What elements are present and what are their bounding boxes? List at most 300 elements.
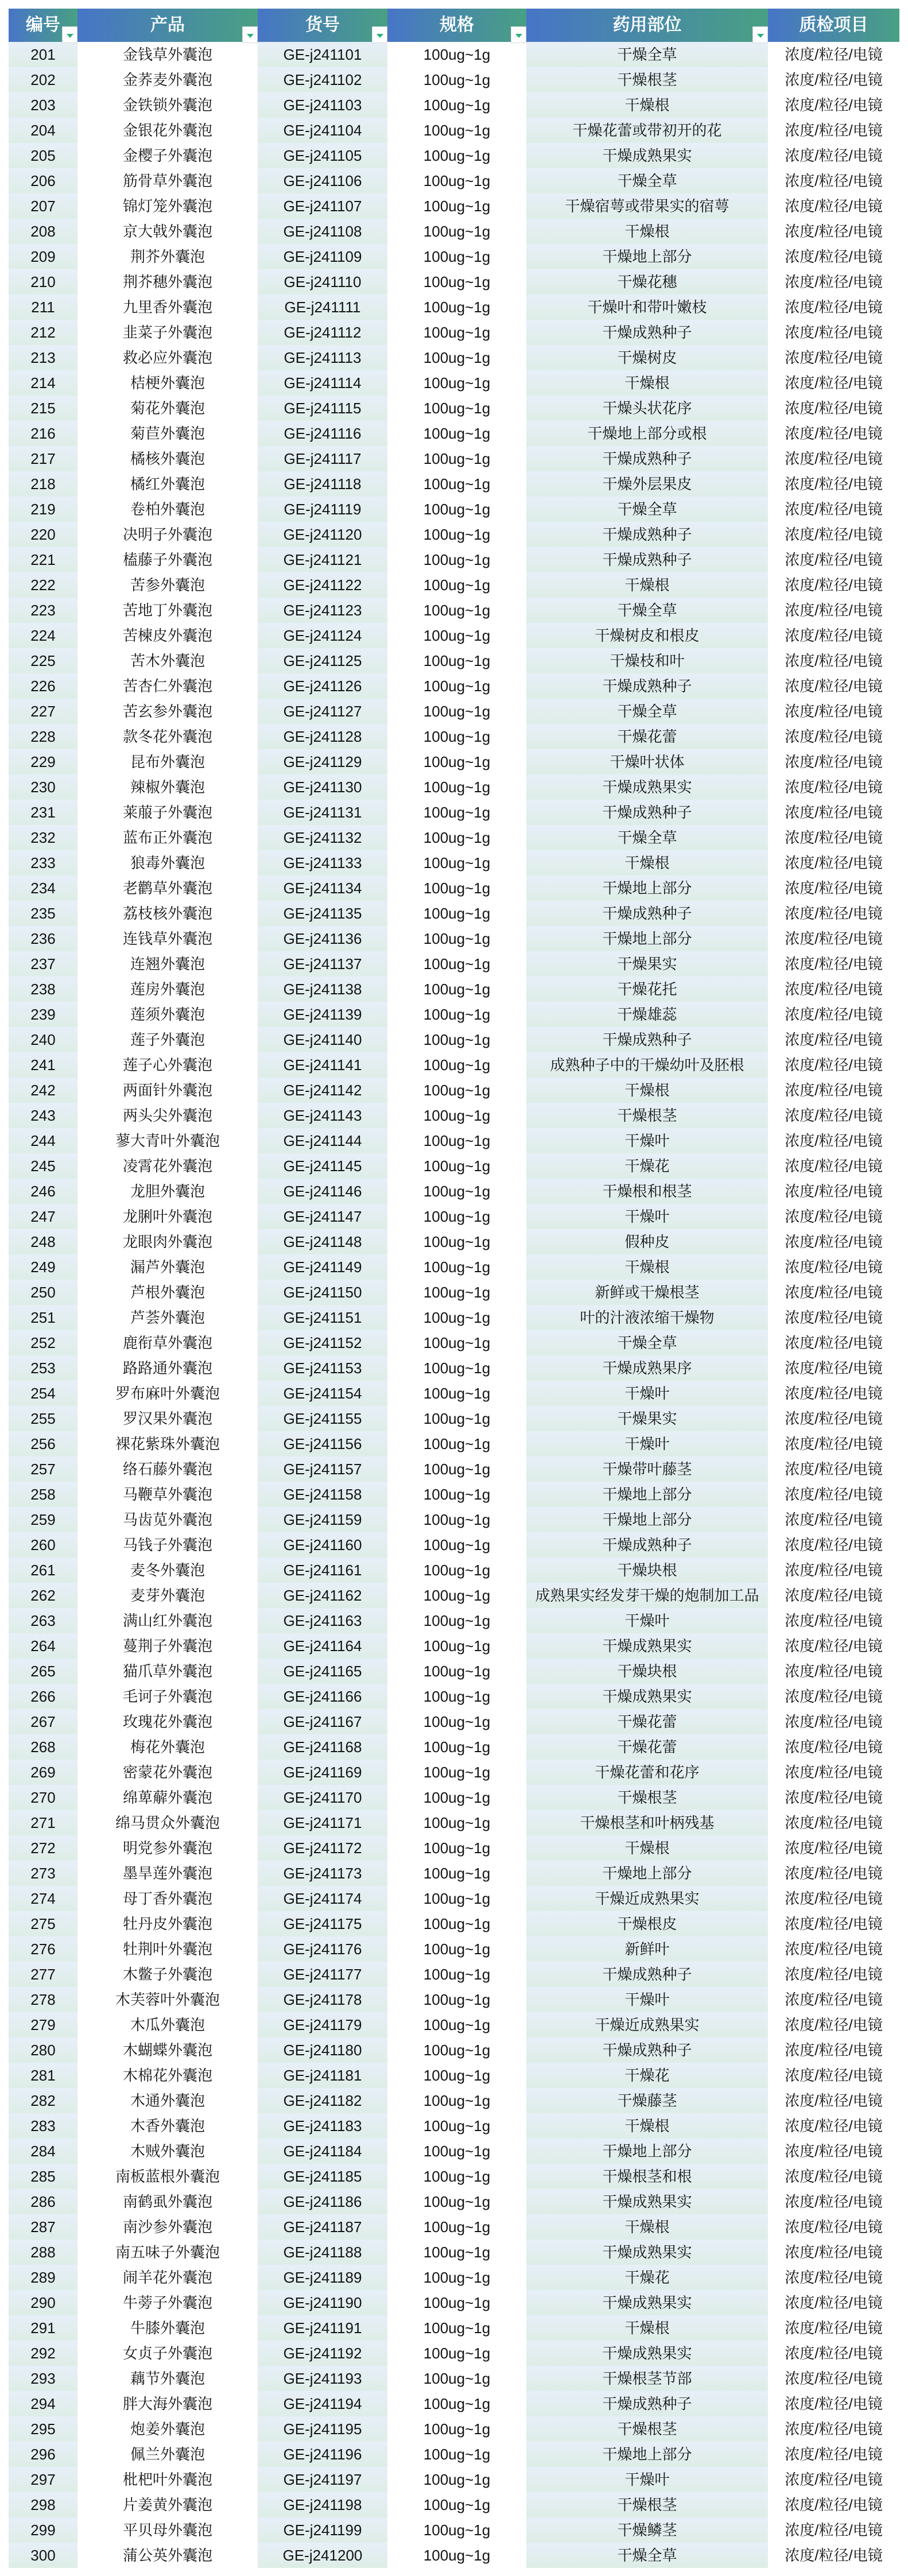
cell-qc[interactable]: 浓度/粒径/电镜 bbox=[768, 143, 899, 168]
cell-spec[interactable]: 100ug~1g bbox=[387, 1103, 526, 1128]
cell-spec[interactable]: 100ug~1g bbox=[387, 1532, 526, 1558]
cell-sku[interactable]: GE-j241101 bbox=[258, 42, 387, 67]
cell-product[interactable]: 木棉花外囊泡 bbox=[77, 2063, 258, 2088]
cell-qc[interactable]: 浓度/粒径/电镜 bbox=[768, 1558, 899, 1583]
cell-qc[interactable]: 浓度/粒径/电镜 bbox=[768, 2265, 899, 2290]
cell-sku[interactable]: GE-j241199 bbox=[258, 2517, 387, 2543]
cell-sku[interactable]: GE-j241105 bbox=[258, 143, 387, 168]
cell-spec[interactable]: 100ug~1g bbox=[387, 1179, 526, 1204]
cell-sku[interactable]: GE-j241175 bbox=[258, 1911, 387, 1936]
cell-product[interactable]: 平贝母外囊泡 bbox=[77, 2517, 258, 2543]
cell-id[interactable]: 266 bbox=[9, 1684, 77, 1709]
cell-qc[interactable]: 浓度/粒径/电镜 bbox=[768, 320, 899, 345]
cell-id[interactable]: 241 bbox=[9, 1052, 77, 1078]
cell-part[interactable]: 干燥全草 bbox=[526, 42, 768, 67]
cell-qc[interactable]: 浓度/粒径/电镜 bbox=[768, 1987, 899, 2012]
cell-qc[interactable]: 浓度/粒径/电镜 bbox=[768, 1153, 899, 1179]
cell-part[interactable]: 干燥全草 bbox=[526, 598, 768, 623]
cell-spec[interactable]: 100ug~1g bbox=[387, 1153, 526, 1179]
cell-part[interactable]: 干燥雄蕊 bbox=[526, 1002, 768, 1027]
cell-id[interactable]: 264 bbox=[9, 1633, 77, 1659]
cell-qc[interactable]: 浓度/粒径/电镜 bbox=[768, 800, 899, 825]
cell-sku[interactable]: GE-j241117 bbox=[258, 446, 387, 471]
cell-part[interactable]: 干燥带叶藤茎 bbox=[526, 1456, 768, 1482]
cell-qc[interactable]: 浓度/粒径/电镜 bbox=[768, 598, 899, 623]
cell-id[interactable]: 283 bbox=[9, 2113, 77, 2139]
cell-qc[interactable]: 浓度/粒径/电镜 bbox=[768, 269, 899, 295]
cell-spec[interactable]: 100ug~1g bbox=[387, 2492, 526, 2517]
cell-sku[interactable]: GE-j241165 bbox=[258, 1659, 387, 1684]
cell-part[interactable]: 干燥全草 bbox=[526, 1330, 768, 1355]
cell-qc[interactable]: 浓度/粒径/电镜 bbox=[768, 1810, 899, 1835]
cell-sku[interactable]: GE-j241177 bbox=[258, 1962, 387, 1987]
cell-spec[interactable]: 100ug~1g bbox=[387, 1078, 526, 1103]
cell-sku[interactable]: GE-j241181 bbox=[258, 2063, 387, 2088]
cell-sku[interactable]: GE-j241132 bbox=[258, 825, 387, 850]
cell-product[interactable]: 橘核外囊泡 bbox=[77, 446, 258, 471]
cell-product[interactable]: 牛膝外囊泡 bbox=[77, 2315, 258, 2341]
cell-product[interactable]: 苦楝皮外囊泡 bbox=[77, 623, 258, 648]
cell-sku[interactable]: GE-j241138 bbox=[258, 977, 387, 1002]
cell-qc[interactable]: 浓度/粒径/电镜 bbox=[768, 2063, 899, 2088]
cell-product[interactable]: 莲须外囊泡 bbox=[77, 1002, 258, 1027]
cell-id[interactable]: 234 bbox=[9, 876, 77, 901]
cell-sku[interactable]: GE-j241164 bbox=[258, 1633, 387, 1659]
cell-spec[interactable]: 100ug~1g bbox=[387, 977, 526, 1002]
cell-part[interactable]: 干燥地上部分 bbox=[526, 876, 768, 901]
cell-id[interactable]: 246 bbox=[9, 1179, 77, 1204]
cell-spec[interactable]: 100ug~1g bbox=[387, 850, 526, 876]
cell-spec[interactable]: 100ug~1g bbox=[387, 2214, 526, 2240]
cell-id[interactable]: 281 bbox=[9, 2063, 77, 2088]
cell-sku[interactable]: GE-j241179 bbox=[258, 2012, 387, 2037]
cell-part[interactable]: 干燥宿萼或带果实的宿萼 bbox=[526, 193, 768, 219]
cell-qc[interactable]: 浓度/粒径/电镜 bbox=[768, 2113, 899, 2139]
cell-id[interactable]: 239 bbox=[9, 1002, 77, 1027]
cell-qc[interactable]: 浓度/粒径/电镜 bbox=[768, 673, 899, 699]
cell-qc[interactable]: 浓度/粒径/电镜 bbox=[768, 2467, 899, 2492]
cell-spec[interactable]: 100ug~1g bbox=[387, 951, 526, 977]
cell-part[interactable]: 干燥树皮和根皮 bbox=[526, 623, 768, 648]
cell-product[interactable]: 狼毒外囊泡 bbox=[77, 850, 258, 876]
cell-id[interactable]: 284 bbox=[9, 2139, 77, 2164]
cell-sku[interactable]: GE-j241140 bbox=[258, 1027, 387, 1052]
cell-product[interactable]: 卷柏外囊泡 bbox=[77, 497, 258, 522]
cell-product[interactable]: 救必应外囊泡 bbox=[77, 345, 258, 370]
cell-sku[interactable]: GE-j241114 bbox=[258, 370, 387, 396]
cell-product[interactable]: 绵马贯众外囊泡 bbox=[77, 1810, 258, 1835]
cell-sku[interactable]: GE-j241119 bbox=[258, 497, 387, 522]
cell-id[interactable]: 282 bbox=[9, 2088, 77, 2113]
cell-product[interactable]: 荔枝核外囊泡 bbox=[77, 901, 258, 926]
column-header-qc[interactable] bbox=[768, 9, 899, 42]
cell-sku[interactable]: GE-j241161 bbox=[258, 1558, 387, 1583]
cell-sku[interactable]: GE-j241121 bbox=[258, 547, 387, 572]
cell-part[interactable]: 干燥成熟种子 bbox=[526, 673, 768, 699]
cell-id[interactable]: 219 bbox=[9, 497, 77, 522]
cell-qc[interactable]: 浓度/粒径/电镜 bbox=[768, 926, 899, 951]
cell-qc[interactable]: 浓度/粒径/电镜 bbox=[768, 370, 899, 396]
cell-id[interactable]: 286 bbox=[9, 2189, 77, 2214]
cell-id[interactable]: 236 bbox=[9, 926, 77, 951]
cell-id[interactable]: 279 bbox=[9, 2012, 77, 2037]
cell-spec[interactable]: 100ug~1g bbox=[387, 623, 526, 648]
cell-spec[interactable]: 100ug~1g bbox=[387, 2189, 526, 2214]
cell-product[interactable]: 芦根外囊泡 bbox=[77, 1280, 258, 1305]
cell-sku[interactable]: GE-j241135 bbox=[258, 901, 387, 926]
cell-id[interactable]: 300 bbox=[9, 2543, 77, 2568]
cell-product[interactable]: 蓝布正外囊泡 bbox=[77, 825, 258, 850]
cell-part[interactable]: 干燥全草 bbox=[526, 2543, 768, 2568]
cell-spec[interactable]: 100ug~1g bbox=[387, 2265, 526, 2290]
cell-id[interactable]: 223 bbox=[9, 598, 77, 623]
cell-id[interactable]: 224 bbox=[9, 623, 77, 648]
cell-id[interactable]: 256 bbox=[9, 1431, 77, 1456]
cell-part[interactable]: 干燥叶 bbox=[526, 1128, 768, 1153]
filter-dropdown-button[interactable] bbox=[752, 26, 768, 43]
cell-spec[interactable]: 100ug~1g bbox=[387, 1861, 526, 1886]
cell-id[interactable]: 228 bbox=[9, 724, 77, 749]
cell-part[interactable]: 干燥成熟果序 bbox=[526, 1355, 768, 1381]
cell-spec[interactable]: 100ug~1g bbox=[387, 1128, 526, 1153]
cell-spec[interactable]: 100ug~1g bbox=[387, 1052, 526, 1078]
cell-qc[interactable]: 浓度/粒径/电镜 bbox=[768, 2037, 899, 2063]
cell-id[interactable]: 270 bbox=[9, 1785, 77, 1810]
cell-qc[interactable]: 浓度/粒径/电镜 bbox=[768, 1305, 899, 1330]
cell-part[interactable]: 干燥根 bbox=[526, 2214, 768, 2240]
cell-product[interactable]: 马齿苋外囊泡 bbox=[77, 1507, 258, 1532]
cell-spec[interactable]: 100ug~1g bbox=[387, 320, 526, 345]
cell-spec[interactable]: 100ug~1g bbox=[387, 1608, 526, 1633]
cell-spec[interactable]: 100ug~1g bbox=[387, 42, 526, 67]
cell-sku[interactable]: GE-j241191 bbox=[258, 2315, 387, 2341]
cell-product[interactable]: 木鳖子外囊泡 bbox=[77, 1962, 258, 1987]
cell-qc[interactable]: 浓度/粒径/电镜 bbox=[768, 1330, 899, 1355]
cell-qc[interactable]: 浓度/粒径/电镜 bbox=[768, 1936, 899, 1962]
cell-sku[interactable]: GE-j241115 bbox=[258, 396, 387, 421]
cell-part[interactable]: 干燥成熟种子 bbox=[526, 1962, 768, 1987]
cell-qc[interactable]: 浓度/粒径/电镜 bbox=[768, 1785, 899, 1810]
cell-id[interactable]: 252 bbox=[9, 1330, 77, 1355]
cell-sku[interactable]: GE-j241174 bbox=[258, 1886, 387, 1911]
cell-sku[interactable]: GE-j241167 bbox=[258, 1709, 387, 1734]
cell-product[interactable]: 南板蓝根外囊泡 bbox=[77, 2164, 258, 2189]
cell-id[interactable]: 249 bbox=[9, 1254, 77, 1280]
cell-sku[interactable]: GE-j241113 bbox=[258, 345, 387, 370]
cell-product[interactable]: 决明子外囊泡 bbox=[77, 522, 258, 547]
cell-spec[interactable]: 100ug~1g bbox=[387, 598, 526, 623]
cell-spec[interactable]: 100ug~1g bbox=[387, 2442, 526, 2467]
column-header-spec[interactable] bbox=[387, 9, 526, 42]
cell-qc[interactable]: 浓度/粒径/电镜 bbox=[768, 547, 899, 572]
cell-sku[interactable]: GE-j241195 bbox=[258, 2416, 387, 2442]
cell-sku[interactable]: GE-j241139 bbox=[258, 1002, 387, 1027]
cell-sku[interactable]: GE-j241190 bbox=[258, 2290, 387, 2315]
cell-spec[interactable]: 100ug~1g bbox=[387, 345, 526, 370]
cell-spec[interactable]: 100ug~1g bbox=[387, 2467, 526, 2492]
cell-id[interactable]: 230 bbox=[9, 774, 77, 800]
cell-part[interactable]: 干燥根 bbox=[526, 2315, 768, 2341]
cell-part[interactable]: 干燥花蕾和花序 bbox=[526, 1760, 768, 1785]
cell-spec[interactable]: 100ug~1g bbox=[387, 421, 526, 446]
cell-part[interactable]: 干燥地上部分 bbox=[526, 2139, 768, 2164]
cell-spec[interactable]: 100ug~1g bbox=[387, 1280, 526, 1305]
cell-spec[interactable]: 100ug~1g bbox=[387, 1406, 526, 1431]
cell-sku[interactable]: GE-j241110 bbox=[258, 269, 387, 295]
cell-qc[interactable]: 浓度/粒径/电镜 bbox=[768, 1583, 899, 1608]
cell-spec[interactable]: 100ug~1g bbox=[387, 2416, 526, 2442]
cell-spec[interactable]: 100ug~1g bbox=[387, 1987, 526, 2012]
cell-product[interactable]: 马鞭草外囊泡 bbox=[77, 1482, 258, 1507]
cell-id[interactable]: 201 bbox=[9, 42, 77, 67]
cell-spec[interactable]: 100ug~1g bbox=[387, 800, 526, 825]
cell-sku[interactable]: GE-j241171 bbox=[258, 1810, 387, 1835]
cell-part[interactable]: 干燥花蕾 bbox=[526, 1709, 768, 1734]
cell-id[interactable]: 221 bbox=[9, 547, 77, 572]
cell-spec[interactable]: 100ug~1g bbox=[387, 1482, 526, 1507]
cell-qc[interactable]: 浓度/粒径/电镜 bbox=[768, 1962, 899, 1987]
column-header-part[interactable] bbox=[526, 9, 768, 42]
cell-spec[interactable]: 100ug~1g bbox=[387, 2037, 526, 2063]
cell-part[interactable]: 干燥全草 bbox=[526, 699, 768, 724]
cell-part[interactable]: 干燥根 bbox=[526, 92, 768, 118]
cell-id[interactable]: 226 bbox=[9, 673, 77, 699]
filter-dropdown-button[interactable] bbox=[511, 26, 526, 43]
cell-product[interactable]: 藕节外囊泡 bbox=[77, 2366, 258, 2391]
cell-sku[interactable]: GE-j241152 bbox=[258, 1330, 387, 1355]
cell-product[interactable]: 木贼外囊泡 bbox=[77, 2139, 258, 2164]
cell-sku[interactable]: GE-j241137 bbox=[258, 951, 387, 977]
cell-id[interactable]: 278 bbox=[9, 1987, 77, 2012]
cell-qc[interactable]: 浓度/粒径/电镜 bbox=[768, 1734, 899, 1760]
cell-sku[interactable]: GE-j241129 bbox=[258, 749, 387, 774]
cell-qc[interactable]: 浓度/粒径/电镜 bbox=[768, 901, 899, 926]
cell-product[interactable]: 两面针外囊泡 bbox=[77, 1078, 258, 1103]
cell-sku[interactable]: GE-j241198 bbox=[258, 2492, 387, 2517]
cell-qc[interactable]: 浓度/粒径/电镜 bbox=[768, 977, 899, 1002]
cell-spec[interactable]: 100ug~1g bbox=[387, 2290, 526, 2315]
cell-part[interactable]: 干燥根 bbox=[526, 572, 768, 598]
cell-part[interactable]: 干燥根 bbox=[526, 850, 768, 876]
cell-spec[interactable]: 100ug~1g bbox=[387, 370, 526, 396]
cell-id[interactable]: 280 bbox=[9, 2037, 77, 2063]
cell-product[interactable]: 昆布外囊泡 bbox=[77, 749, 258, 774]
cell-product[interactable]: 蓼大青叶外囊泡 bbox=[77, 1128, 258, 1153]
cell-id[interactable]: 268 bbox=[9, 1734, 77, 1760]
cell-product[interactable]: 京大戟外囊泡 bbox=[77, 219, 258, 244]
cell-part[interactable]: 干燥地上部分 bbox=[526, 1507, 768, 1532]
cell-part[interactable]: 干燥花 bbox=[526, 2265, 768, 2290]
cell-qc[interactable]: 浓度/粒径/电镜 bbox=[768, 396, 899, 421]
cell-id[interactable]: 292 bbox=[9, 2341, 77, 2366]
cell-sku[interactable]: GE-j241106 bbox=[258, 168, 387, 193]
cell-spec[interactable]: 100ug~1g bbox=[387, 825, 526, 850]
cell-product[interactable]: 芦荟外囊泡 bbox=[77, 1305, 258, 1330]
cell-qc[interactable]: 浓度/粒径/电镜 bbox=[768, 1027, 899, 1052]
cell-part[interactable]: 干燥块根 bbox=[526, 1558, 768, 1583]
cell-sku[interactable]: GE-j241151 bbox=[258, 1305, 387, 1330]
cell-id[interactable]: 237 bbox=[9, 951, 77, 977]
cell-product[interactable]: 猫爪草外囊泡 bbox=[77, 1659, 258, 1684]
cell-qc[interactable]: 浓度/粒径/电镜 bbox=[768, 2442, 899, 2467]
cell-product[interactable]: 连钱草外囊泡 bbox=[77, 926, 258, 951]
cell-product[interactable]: 鹿衔草外囊泡 bbox=[77, 1330, 258, 1355]
cell-id[interactable]: 211 bbox=[9, 295, 77, 320]
cell-product[interactable]: 闹羊花外囊泡 bbox=[77, 2265, 258, 2290]
cell-sku[interactable]: GE-j241134 bbox=[258, 876, 387, 901]
cell-spec[interactable]: 100ug~1g bbox=[387, 1684, 526, 1709]
cell-product[interactable]: 九里香外囊泡 bbox=[77, 295, 258, 320]
cell-part[interactable]: 干燥花 bbox=[526, 1153, 768, 1179]
cell-part[interactable]: 干燥根 bbox=[526, 2113, 768, 2139]
cell-id[interactable]: 265 bbox=[9, 1659, 77, 1684]
cell-sku[interactable]: GE-j241186 bbox=[258, 2189, 387, 2214]
cell-spec[interactable]: 100ug~1g bbox=[387, 219, 526, 244]
cell-id[interactable]: 269 bbox=[9, 1760, 77, 1785]
cell-part[interactable]: 干燥果实 bbox=[526, 951, 768, 977]
cell-qc[interactable]: 浓度/粒径/电镜 bbox=[768, 1431, 899, 1456]
cell-sku[interactable]: GE-j241157 bbox=[258, 1456, 387, 1482]
cell-part[interactable]: 干燥鳞茎 bbox=[526, 2517, 768, 2543]
cell-qc[interactable]: 浓度/粒径/电镜 bbox=[768, 1229, 899, 1254]
cell-part[interactable]: 干燥成熟种子 bbox=[526, 2391, 768, 2416]
cell-sku[interactable]: GE-j241149 bbox=[258, 1254, 387, 1280]
cell-product[interactable]: 木芙蓉叶外囊泡 bbox=[77, 1987, 258, 2012]
cell-id[interactable]: 290 bbox=[9, 2290, 77, 2315]
cell-spec[interactable]: 100ug~1g bbox=[387, 774, 526, 800]
cell-id[interactable]: 298 bbox=[9, 2492, 77, 2517]
cell-qc[interactable]: 浓度/粒径/电镜 bbox=[768, 774, 899, 800]
cell-sku[interactable]: GE-j241130 bbox=[258, 774, 387, 800]
cell-qc[interactable]: 浓度/粒径/电镜 bbox=[768, 1078, 899, 1103]
cell-part[interactable]: 干燥根 bbox=[526, 219, 768, 244]
cell-part[interactable]: 干燥头状花序 bbox=[526, 396, 768, 421]
cell-qc[interactable]: 浓度/粒径/电镜 bbox=[768, 193, 899, 219]
cell-spec[interactable]: 100ug~1g bbox=[387, 1027, 526, 1052]
cell-spec[interactable]: 100ug~1g bbox=[387, 648, 526, 673]
cell-part[interactable]: 干燥成熟种子 bbox=[526, 800, 768, 825]
cell-product[interactable]: 毛诃子外囊泡 bbox=[77, 1684, 258, 1709]
cell-spec[interactable]: 100ug~1g bbox=[387, 396, 526, 421]
cell-id[interactable]: 276 bbox=[9, 1936, 77, 1962]
cell-sku[interactable]: GE-j241154 bbox=[258, 1381, 387, 1406]
cell-spec[interactable]: 100ug~1g bbox=[387, 2391, 526, 2416]
cell-spec[interactable]: 100ug~1g bbox=[387, 2164, 526, 2189]
cell-product[interactable]: 片姜黄外囊泡 bbox=[77, 2492, 258, 2517]
cell-product[interactable]: 莲子心外囊泡 bbox=[77, 1052, 258, 1078]
cell-spec[interactable]: 100ug~1g bbox=[387, 168, 526, 193]
cell-product[interactable]: 母丁香外囊泡 bbox=[77, 1886, 258, 1911]
cell-qc[interactable]: 浓度/粒径/电镜 bbox=[768, 1861, 899, 1886]
cell-sku[interactable]: GE-j241194 bbox=[258, 2391, 387, 2416]
cell-qc[interactable]: 浓度/粒径/电镜 bbox=[768, 2214, 899, 2240]
cell-product[interactable]: 款冬花外囊泡 bbox=[77, 724, 258, 749]
filter-dropdown-button[interactable] bbox=[372, 26, 387, 43]
cell-spec[interactable]: 100ug~1g bbox=[387, 926, 526, 951]
cell-id[interactable]: 209 bbox=[9, 244, 77, 269]
cell-product[interactable]: 木蝴蝶外囊泡 bbox=[77, 2037, 258, 2063]
cell-qc[interactable]: 浓度/粒径/电镜 bbox=[768, 1633, 899, 1659]
cell-spec[interactable]: 100ug~1g bbox=[387, 2240, 526, 2265]
cell-id[interactable]: 291 bbox=[9, 2315, 77, 2341]
cell-part[interactable]: 干燥花蕾 bbox=[526, 724, 768, 749]
cell-spec[interactable]: 100ug~1g bbox=[387, 92, 526, 118]
cell-spec[interactable]: 100ug~1g bbox=[387, 446, 526, 471]
cell-sku[interactable]: GE-j241131 bbox=[258, 800, 387, 825]
cell-qc[interactable]: 浓度/粒径/电镜 bbox=[768, 825, 899, 850]
cell-product[interactable]: 南沙参外囊泡 bbox=[77, 2214, 258, 2240]
cell-qc[interactable]: 浓度/粒径/电镜 bbox=[768, 244, 899, 269]
cell-qc[interactable]: 浓度/粒径/电镜 bbox=[768, 118, 899, 143]
cell-spec[interactable]: 100ug~1g bbox=[387, 1002, 526, 1027]
cell-qc[interactable]: 浓度/粒径/电镜 bbox=[768, 2315, 899, 2341]
cell-part[interactable]: 干燥成熟种子 bbox=[526, 2037, 768, 2063]
cell-sku[interactable]: GE-j241148 bbox=[258, 1229, 387, 1254]
cell-id[interactable]: 242 bbox=[9, 1078, 77, 1103]
cell-sku[interactable]: GE-j241141 bbox=[258, 1052, 387, 1078]
cell-sku[interactable]: GE-j241166 bbox=[258, 1684, 387, 1709]
cell-product[interactable]: 菊花外囊泡 bbox=[77, 396, 258, 421]
cell-part[interactable]: 干燥地上部分 bbox=[526, 2442, 768, 2467]
cell-product[interactable]: 罗布麻叶外囊泡 bbox=[77, 1381, 258, 1406]
cell-product[interactable]: 满山红外囊泡 bbox=[77, 1608, 258, 1633]
cell-part[interactable]: 干燥成熟果实 bbox=[526, 1684, 768, 1709]
cell-spec[interactable]: 100ug~1g bbox=[387, 1254, 526, 1280]
cell-sku[interactable]: GE-j241163 bbox=[258, 1608, 387, 1633]
cell-qc[interactable]: 浓度/粒径/电镜 bbox=[768, 1406, 899, 1431]
cell-qc[interactable]: 浓度/粒径/电镜 bbox=[768, 572, 899, 598]
cell-sku[interactable]: GE-j241197 bbox=[258, 2467, 387, 2492]
cell-product[interactable]: 马钱子外囊泡 bbox=[77, 1532, 258, 1558]
cell-product[interactable]: 炮姜外囊泡 bbox=[77, 2416, 258, 2442]
cell-sku[interactable]: GE-j241183 bbox=[258, 2113, 387, 2139]
cell-sku[interactable]: GE-j241109 bbox=[258, 244, 387, 269]
cell-id[interactable]: 251 bbox=[9, 1305, 77, 1330]
cell-id[interactable]: 216 bbox=[9, 421, 77, 446]
cell-id[interactable]: 215 bbox=[9, 396, 77, 421]
cell-spec[interactable]: 100ug~1g bbox=[387, 67, 526, 92]
cell-part[interactable]: 干燥成熟种子 bbox=[526, 1532, 768, 1558]
cell-product[interactable]: 苦木外囊泡 bbox=[77, 648, 258, 673]
cell-sku[interactable]: GE-j241143 bbox=[258, 1103, 387, 1128]
cell-product[interactable]: 两头尖外囊泡 bbox=[77, 1103, 258, 1128]
cell-sku[interactable]: GE-j241107 bbox=[258, 193, 387, 219]
cell-spec[interactable]: 100ug~1g bbox=[387, 1709, 526, 1734]
cell-id[interactable]: 207 bbox=[9, 193, 77, 219]
cell-id[interactable]: 296 bbox=[9, 2442, 77, 2467]
cell-product[interactable]: 金樱子外囊泡 bbox=[77, 143, 258, 168]
cell-id[interactable]: 262 bbox=[9, 1583, 77, 1608]
cell-product[interactable]: 麦芽外囊泡 bbox=[77, 1583, 258, 1608]
cell-spec[interactable]: 100ug~1g bbox=[387, 118, 526, 143]
cell-qc[interactable]: 浓度/粒径/电镜 bbox=[768, 219, 899, 244]
cell-spec[interactable]: 100ug~1g bbox=[387, 244, 526, 269]
cell-id[interactable]: 261 bbox=[9, 1558, 77, 1583]
cell-sku[interactable]: GE-j241196 bbox=[258, 2442, 387, 2467]
cell-qc[interactable]: 浓度/粒径/电镜 bbox=[768, 1456, 899, 1482]
cell-sku[interactable]: GE-j241118 bbox=[258, 471, 387, 497]
cell-sku[interactable]: GE-j241128 bbox=[258, 724, 387, 749]
cell-product[interactable]: 南鹤虱外囊泡 bbox=[77, 2189, 258, 2214]
cell-product[interactable]: 金铁锁外囊泡 bbox=[77, 92, 258, 118]
cell-part[interactable]: 干燥花蕾 bbox=[526, 1734, 768, 1760]
cell-id[interactable]: 217 bbox=[9, 446, 77, 471]
cell-part[interactable]: 干燥根 bbox=[526, 370, 768, 396]
cell-spec[interactable]: 100ug~1g bbox=[387, 1558, 526, 1583]
cell-product[interactable]: 漏芦外囊泡 bbox=[77, 1254, 258, 1280]
cell-part[interactable]: 干燥地上部分 bbox=[526, 926, 768, 951]
cell-spec[interactable]: 100ug~1g bbox=[387, 2063, 526, 2088]
